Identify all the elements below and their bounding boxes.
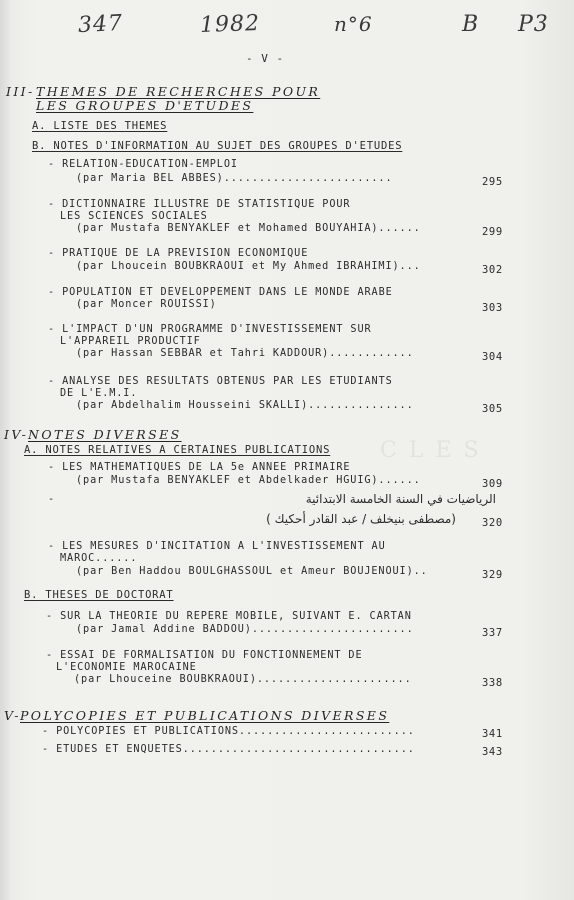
entry-title: - POPULATION ET DEVELOPPEMENT DANS LE MONDE ARABE: [48, 287, 393, 298]
entry-title-continued: DE L'E.M.I.: [60, 388, 138, 399]
section-iii-title-line2: LES GROUPES D'ETUDES: [36, 98, 254, 113]
section-iii-number: III-: [6, 84, 35, 99]
entry-page-number: 329: [482, 569, 503, 581]
section-iv-b-heading: B. THESES DE DOCTORAT: [24, 589, 174, 601]
section-v-number: V-: [4, 708, 21, 723]
entry-page-number: 295: [482, 176, 503, 188]
entry-author: (par Jamal Addine BADDOU).......................: [76, 624, 414, 635]
entry-title-continued: LES SCIENCES SOCIALES: [60, 211, 208, 222]
entry-author: (par Moncer ROUISSI): [76, 299, 217, 310]
page-label: - V -: [246, 52, 285, 65]
section-iv-number: IV-: [4, 427, 29, 442]
entry-page-number: 343: [482, 746, 503, 758]
entry-page-number: 304: [482, 351, 503, 363]
entry-title: - ETUDES ET ENQUETES.................................: [42, 744, 415, 755]
entry-author: (par Hassan SEBBAR et Tahri KADDOUR)............: [76, 348, 414, 359]
entry-title: - RELATION-EDUCATION-EMPLOI: [48, 159, 238, 170]
entry-title: - ANALYSE DES RESULTATS OBTENUS PAR LES ETUDIANTS: [48, 376, 393, 387]
entry-title: - POLYCOPIES ET PUBLICATIONS.........................: [42, 726, 415, 737]
entry-page-number: 337: [482, 627, 503, 639]
entry-page-number: 320: [482, 517, 503, 529]
entry-page-number: 341: [482, 728, 503, 740]
entry-author: (par Ben Haddou BOULGHASSOUL et Ameur BOUJENOUI)..: [76, 566, 428, 577]
entry-title: - L'IMPACT D'UN PROGRAMME D'INVESTISSEMENT SUR: [48, 324, 372, 335]
entry-title-continued: MAROC......: [60, 553, 138, 564]
entry-author: (par Mustafa BENYAKLEF et Abdelkader HGUIG)......: [76, 475, 421, 486]
entry-page-number: 303: [482, 302, 503, 314]
entry-author: (par Maria BEL ABBES)........................: [76, 173, 393, 184]
entry-page-number: 338: [482, 677, 503, 689]
entry-page-number: 305: [482, 403, 503, 415]
entry-title: - PRATIQUE DE LA PREVISION ECONOMIQUE: [48, 248, 309, 259]
section-iii-b-heading: B. NOTES D'INFORMATION AU SUJET DES GROUPES D'ETUDES: [32, 140, 403, 152]
entry-arabic-title: الرياضيات في السنة الخامسة الابتدائية: [305, 492, 496, 506]
entry-arabic-author: (مصطفى بنيخلف / عبد القادر أحكيك ): [266, 512, 456, 526]
section-iii-title-line1: THEMES DE RECHERCHES POUR: [36, 84, 321, 99]
handwritten-number: 347: [77, 10, 124, 39]
entry-page-number: 299: [482, 226, 503, 238]
entry-title: - LES MATHEMATIQUES DE LA 5e ANNEE PRIMAIRE: [48, 462, 351, 473]
entry-author: (par Lhoucein BOUBKRAOUI et My Ahmed IBRAHIMI)...: [76, 261, 421, 272]
section-iv-a-heading: A. NOTES RELATIVES A CERTAINES PUBLICATIONS: [24, 444, 331, 456]
entry-author: (par Lhouceine BOUBKRAOUI)......................: [74, 674, 412, 685]
entry-dash: -: [48, 494, 56, 505]
entry-title-continued: L'APPAREIL PRODUCTIF: [60, 336, 201, 347]
handwritten-year: 1982: [199, 10, 261, 39]
entry-title-continued: L'ECONOMIE MAROCAINE: [56, 662, 197, 673]
entry-title: - LES MESURES D'INCITATION A L'INVESTISSEMENT AU: [48, 541, 386, 552]
section-iv-title: NOTES DIVERSES: [28, 427, 182, 442]
entry-author: (par Mustafa BENYAKLEF et Mohamed BOUYAHIA)......: [76, 223, 421, 234]
entry-author: (par Abdelhalim Housseini SKALLI)...............: [76, 400, 414, 411]
bleed-through-text: CLES: [380, 438, 491, 463]
section-iii-a-heading: A. LISTE DES THEMES: [32, 120, 168, 132]
entry-title: - SUR LA THEORIE DU REPERE MOBILE, SUIVANT E. CARTAN: [46, 611, 412, 622]
entry-title: - DICTIONNAIRE ILLUSTRE DE STATISTIQUE POUR: [48, 199, 351, 210]
entry-title: - ESSAI DE FORMALISATION DU FONCTIONNEMENT DE: [46, 650, 363, 661]
handwritten-issue: n°6: [334, 12, 373, 36]
entry-page-number: 302: [482, 264, 503, 276]
section-v-title: POLYCOPIES ET PUBLICATIONS DIVERSES: [20, 708, 390, 723]
handwritten-ref: P3: [518, 12, 549, 37]
handwritten-letter: B: [462, 12, 480, 37]
entry-page-number: 309: [482, 478, 503, 490]
